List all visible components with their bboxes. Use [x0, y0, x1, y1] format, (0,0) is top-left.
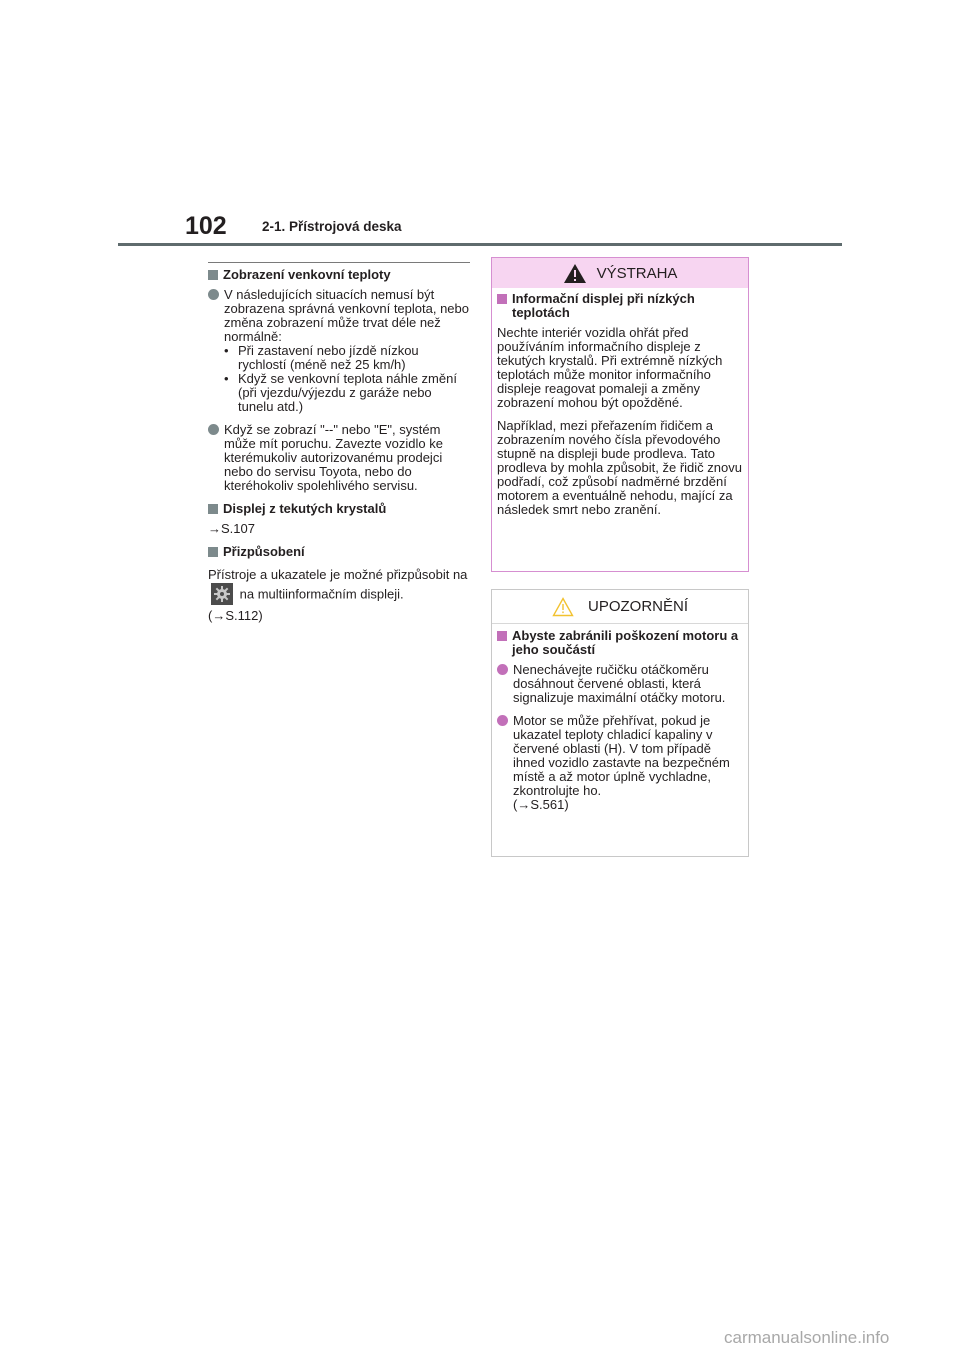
heading-text: Informační displej při nízkých teplotách: [512, 291, 695, 320]
settings-gear-icon: [211, 583, 233, 605]
caution-title: [497, 629, 742, 657]
warning-label: VÝSTRAHA: [596, 264, 678, 282]
page-link[interactable]: S.561: [530, 797, 565, 812]
paragraph-text: na multiinformačním displeji.: [239, 586, 404, 602]
heading-text: Displej z tekutých krystalů: [223, 501, 387, 516]
square-bullet-icon: [208, 547, 218, 557]
left-column: [208, 262, 470, 634]
sub-item-text: Při zastavení nebo jízdě nízkou rychlostí (méně než 25 km/h): [238, 343, 419, 372]
caution-triangle-icon: [552, 597, 574, 617]
bullet-text: Motor se může přehřívat, pokud je ukazatel teploty chladicí kapaliny v červené oblasti (H). V tom případě ihned vozidlo zastavte na bezpečném místě a až motor úplně vychladne, zkontrolujte ho.: [513, 713, 730, 798]
bullet-text: Nenechávejte ručičku otáčkoměru dosáhnout červené oblasti, která signalizuje maximální otáčky motoru.: [513, 662, 726, 705]
customization-paragraph: [208, 565, 470, 625]
warning-box: [491, 257, 749, 572]
page-link[interactable]: S.112: [225, 608, 259, 623]
square-bullet-icon: [208, 504, 218, 514]
square-bullet-icon: [208, 270, 218, 280]
warning-paragraph: Například, mezi přeřazením řidičem a zobrazením nového čísla převodového stupně na displeji bude prodleva. Tato prodleva by mohla způsobit, že řidič znovu podřadí, což způsobí nadměrné brzdění motorem a eventuálně nehodu, mající za následek smrt nebo zranění.: [497, 418, 742, 517]
arrow-icon: →: [212, 608, 226, 623]
paren: ): [564, 797, 569, 812]
round-bullet-icon: [497, 664, 508, 675]
bullet-text: Když se zobrazí "--" nebo "E", systém může mít poruchu. Zavezte vozidlo ke kterémukoliv autorizovanému prodejci nebo do servisu Toyota, nebo do kteréhokoliv spolehlivého servisu.: [224, 422, 443, 493]
list-item: [497, 663, 742, 705]
warning-paragraph: Nechte interiér vozidla ohřát před používáním informačního displeje z tekutých krystalů. Při extrémně nízkých teplotách může monitor informačního displeje reagovat pomaleji a změny zobrazení mohou být opožděné.: [497, 325, 723, 410]
round-bullet-icon: [208, 424, 219, 435]
warning-title: [497, 292, 742, 320]
warning-triangle-icon: [563, 263, 587, 284]
paren: ): [258, 608, 263, 623]
heading-outside-temp: [208, 268, 470, 282]
sub-list-item: • Při zastavení nebo jízdě nízkou rychlostí (méně než 25 km/h): [224, 344, 470, 372]
list-item: [208, 423, 470, 493]
paren: (: [208, 608, 213, 623]
warning-header: [492, 258, 748, 288]
page-number: 102: [185, 212, 227, 240]
heading-customization: [208, 545, 470, 559]
caution-box: [491, 589, 749, 857]
sub-list: [224, 344, 470, 414]
sub-item-text: Když se venkovní teplota náhle změní (při vjezdu/výjezdu z garáže nebo tunelu atd.): [238, 371, 457, 414]
heading-lcd: [208, 502, 470, 516]
paragraph-text: Přístroje a ukazatele je možné přizpůsobit na: [208, 567, 468, 582]
page-reference: [208, 522, 470, 536]
watermark[interactable]: carmanualsonline.info: [724, 1328, 890, 1347]
page-link[interactable]: S.107: [221, 521, 255, 536]
header-divider: [118, 243, 842, 246]
arrow-icon: →: [208, 521, 221, 536]
arrow-icon: →: [517, 797, 531, 812]
bullet-text: V následujících situacích nemusí být zobrazena správná venkovní teplota, nebo změna zobrazení může trvat déle než normálně:: [224, 287, 470, 344]
square-bullet-icon: [497, 631, 507, 641]
caution-body: [492, 624, 748, 812]
list-item: [497, 714, 742, 812]
topic-divider: [208, 262, 470, 263]
sub-list-item: • Když se venkovní teplota náhle změní (při vjezdu/výjezdu z garáže nebo tunelu atd.): [224, 372, 470, 414]
paren: (: [513, 797, 518, 812]
heading-text: Zobrazení venkovní teploty: [223, 267, 391, 282]
warning-body: [492, 288, 748, 517]
square-bullet-icon: [497, 294, 507, 304]
list-item: [208, 288, 470, 414]
round-bullet-icon: [208, 289, 219, 300]
section-title: 2-1. Přístrojová deska: [262, 219, 402, 234]
heading-text: Přizpůsobení: [223, 544, 305, 559]
caution-header: [492, 590, 748, 624]
round-bullet-icon: [497, 715, 508, 726]
heading-text: Abyste zabránili poškození motoru a jeho součástí: [512, 628, 739, 657]
caution-label: UPOZORNĚNÍ: [587, 598, 688, 615]
